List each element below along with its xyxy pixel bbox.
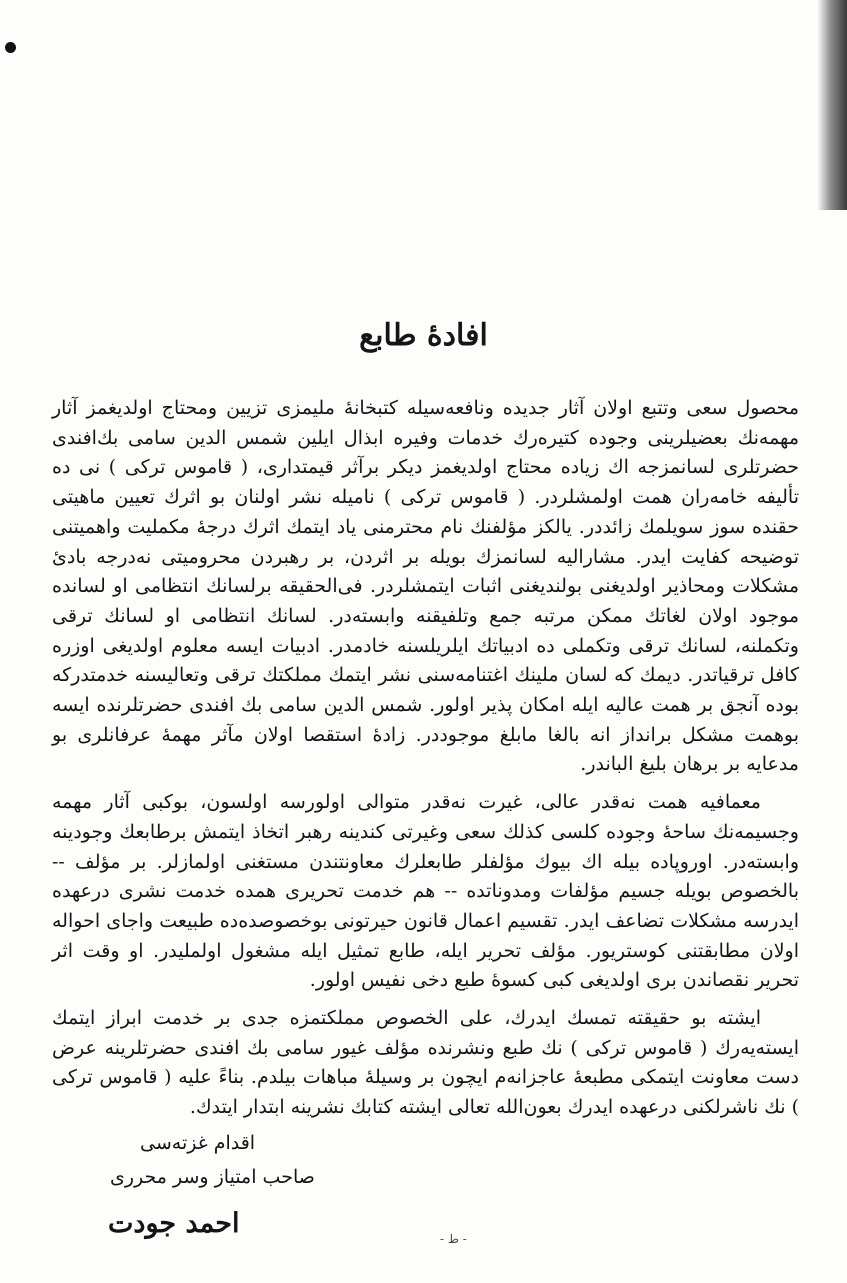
paragraph-1-text: محصول سعی وتتبع اولان آثار جدیده ونافعه‌سیله کتبخانۀ ملیمزی تزیین ومحتاج اولدیغمز آثار مهمه‌نك بعضیلرینی وجوده کتیره‌رك خدمات وفیره ابذال ایلین شمس الدین سامی بك‌افندی حضرتلری لسانمزجه اك زیاده محتاج اولدیغمز دیکر برآثر قیمتداری، ( قاموس ترکی ) نی ده تألیفه خامه‌ران همت اولمشلردر. ( قاموس ترکی ) نامیله نشر اولنان بو اثرك تعیین ماهیتی حقنده سوز سویلمك زائددر. یالکز مؤلفنك نام محترمنی یاد ایتمك اثرك درجۀ مکملیت واهمیتنی توضیحه کفایت ایدر. مشارالیه لسانمزك بویله بر اثردن، بر رهبردن محرومیتی نه‌درجه بادئ مشکلات ومحاذیر اولدیغنی بولندیغنی اثبات ایتمشلردر. فی‌الحقیقه برلسانك انتظامی او لسانده موجود اولان لغاتك ممکن مرتبه جمع وتلفیقنه وابسته‌در. لسانك انتظامی او لسانك ترقی وتکملنه، لسانك ترقی وتکملی ده ادبیاتك ایلریلسنه خادمدر. ادبیات ایسه معلوم اولدیغی اوزره کافل ترقیاتدر. دیمك که لسان ملینك اغتنامه‌سنی نشر ایتمك مملکتك ترقی وتعالیسنه خدمتدرکه بوده آنجق بر همت عالیه ایله امکان پذیر اولور. شمس الدین سامی بك افندی حضرتلرنده ایسه بوهمت مشکل برانداز انه بالغا مابلغ موجوددر. زادۀ استقصا اولان مآثر مهمۀ عرفانلری بو مدعایه بر برهان بلیغ الباندر. [52,397,800,776]
body-text [52,394,799,1123]
signature-name: احمد جودت [108,1208,240,1239]
paragraph-2-text: معمافیه همت نه‌قدر عالی، غیرت نه‌قدر متوالی اولورسه اولسون، بوکبی آثار مهمه وجسیمه‌نك ساحۀ وجوده کلسی کذلك سعی وغیرتی کندینه رهبر اتخاذ ایتمش برطابعك وجودینه وابسته‌در. اوروپاده بیله اك بیوك مؤلفلر طابعلرك معاونتندن مستغنی اولمازلر. بر مؤلف -- بالخصوص بویله جسیم مؤلفات ومدوناتده -- هم خدمت تحریری همده خدمت نشری درعهده ایدرسه مشکلات تضاعف ایدر. تقسیم اعمال قانون حیرتونی بوخصوصده‌ده طبیعت واجای احواله اولان مطابقتنی کوستریور. مؤلف تحریر ایله، طابع تمثیل ایله مشغول اولملیدر. او وقت اثر تحریر نقصاندن بری اولدیغی کبی کسوۀ طبع دخی نفیس اولور. [52,791,799,992]
paragraph-1 [52,394,799,780]
scan-edge-shadow [817,0,847,210]
signature-newspaper: اقدام غزته‌سی [140,1132,256,1154]
signature-role: صاحب امتیاز وسر محرری [110,1166,315,1188]
paragraph-3 [52,1004,799,1123]
page-title: افادۀ طابع [359,318,488,353]
ink-dot [5,42,16,53]
paragraph-2 [52,788,799,996]
page-number: - ط - [440,1232,467,1246]
paragraph-3-text: ایشته بو حقیقته تمسك ایدرك، علی الخصوص مملکتمزه جدی بر خدمت ابراز ایتمك ایسته‌یه‌رك ( قاموس ترکی ) نك طبع ونشرنده مؤلف غیور سامی بك افندی حضرتلرینه عرض دست معاونت ایتمکی مطبعۀ عاجزانه‌م ایچون بر وسیلۀ مباهات بیلدم. بناءً علیه ( قاموس ترکی ) نك ناشرلکنی درعهده ایدرك بعون‌الله تعالی ایشته کتابك نشرینه ابتدار ایتدك. [52,1007,799,1119]
